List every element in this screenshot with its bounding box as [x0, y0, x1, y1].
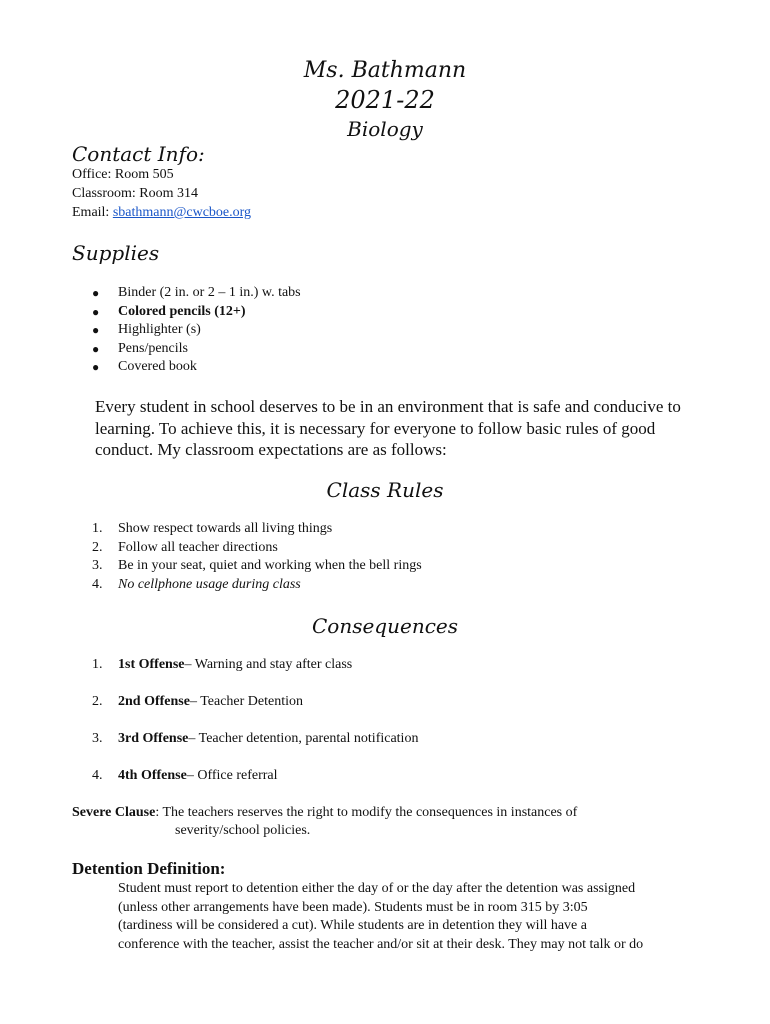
rule-text: Follow all teacher directions	[118, 539, 278, 555]
detention-line-1: Student must report to detention either the day of or the day after the detention was assigned	[118, 881, 636, 896]
bullet-icon: ●	[92, 286, 100, 300]
consequence-2	[92, 693, 303, 712]
offense-text: – Teacher detention, parental notification	[188, 731, 419, 746]
supply-text: Highlighter (s)	[118, 322, 201, 337]
rules-list	[92, 520, 422, 594]
email-link[interactable]: sbathmann@cwcboe.org	[112, 205, 252, 220]
list-item: 2. 2nd Offense – Teacher Detention	[92, 693, 303, 712]
severe-clause-text: : The teachers reserves the right to modify the consequences in instances of	[155, 805, 578, 820]
consequence-1	[92, 656, 352, 675]
offense-label: 1st Offense	[118, 657, 185, 672]
offense-text: – Office referral	[186, 768, 278, 783]
email-line	[72, 204, 251, 223]
list-item: 3. Be in your seat, quiet and working when the bell rings	[92, 557, 422, 576]
email-label: Email:	[72, 205, 113, 220]
severe-clause-line2: severity/school policies.	[175, 823, 311, 838]
bullet-icon: ●	[92, 323, 100, 337]
rule-text: No cellphone usage during class	[118, 576, 301, 592]
consequence-4	[92, 767, 278, 786]
supply-text: Covered book	[118, 359, 197, 374]
supplies-heading: Supplies	[72, 241, 160, 265]
supply-text: Pens/pencils	[118, 340, 188, 356]
offense-label: 2nd Offense	[118, 694, 190, 709]
list-item	[92, 358, 301, 377]
offense-label: 3rd Offense	[118, 731, 189, 746]
subject-title: Biology	[347, 117, 423, 141]
detention-line-2: (unless other arrangements have been made). Students must be in room 315 by 3:05	[118, 900, 588, 915]
list-item: 4. 4th Offense – Office referral	[92, 767, 278, 786]
classroom-line: Classroom: Room 314	[72, 186, 199, 201]
list-item: 4. No cellphone usage during class	[92, 576, 422, 595]
supply-text: Binder (2 in. or 2 – 1 in.) w. tabs	[118, 285, 301, 300]
rule-text: Show respect towards all living things	[118, 521, 333, 536]
list-item	[92, 284, 301, 303]
list-item	[92, 303, 301, 322]
rules-heading: Class Rules	[326, 478, 444, 502]
list-item	[92, 340, 301, 359]
bullet-icon: ●	[92, 304, 100, 319]
offense-text: – Teacher Detention	[189, 694, 303, 709]
bullet-icon: ●	[92, 360, 100, 374]
consequence-3	[92, 730, 418, 749]
bullet-icon: ●	[92, 341, 100, 356]
consequences-heading: Consequences	[311, 614, 459, 638]
intro-paragraph: Every student in school deserves to be in an environment that is safe and conducive to learning. To achieve this, it is necessary for everyone to follow basic rules of good conduct. My classroom expectations are as follows:	[95, 397, 681, 459]
supply-text: Colored pencils (12+)	[118, 303, 246, 319]
detention-line-3: (tardiness will be considered a cut). While students are in detention they will have a	[118, 918, 587, 933]
list-item: 1. 1st Offense – Warning and stay after class	[92, 656, 352, 675]
supplies-list	[92, 284, 301, 377]
severe-clause-label: Severe Clause	[72, 805, 156, 820]
list-item: 3. 3rd Offense – Teacher detention, parental notification	[92, 730, 418, 749]
offense-text: – Warning and stay after class	[184, 657, 353, 672]
offense-label: 4th Offense	[118, 768, 187, 783]
detention-heading: Detention Definition:	[72, 859, 226, 878]
list-item: 1. Show respect towards all living things	[92, 520, 422, 539]
severe-clause-line1	[72, 804, 577, 823]
school-year: 2021-22	[335, 86, 435, 114]
contact-heading: Contact Info:	[72, 142, 205, 166]
detention-line-4: conference with the teacher, assist the teacher and/or sit at their desk. They may not talk or do	[118, 937, 644, 952]
teacher-name: Ms. Bathmann	[303, 58, 467, 83]
rule-text: Be in your seat, quiet and working when the bell rings	[118, 558, 422, 573]
list-item: 2. Follow all teacher directions	[92, 539, 422, 558]
office-line: Office: Room 505	[72, 167, 174, 182]
list-item	[92, 321, 301, 340]
